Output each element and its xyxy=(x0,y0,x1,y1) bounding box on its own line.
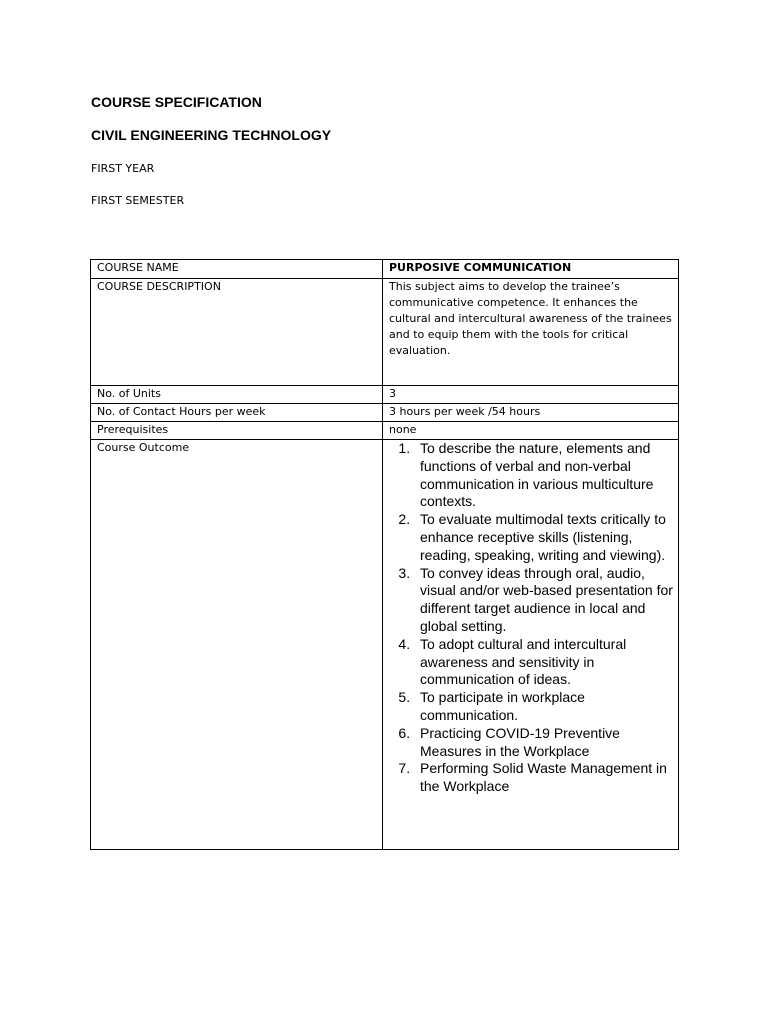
outcome-item: 1. To describe the nature, elements and functions of verbal and non-verbal communication in various multiculture contexts. xyxy=(414,440,674,511)
outcome-item: 5. To participate in workplace communication. xyxy=(414,689,674,725)
table-row-contact-hours xyxy=(91,404,679,422)
prerequisites-label: Prerequisites xyxy=(91,422,383,440)
table-row-units xyxy=(91,386,679,404)
outcome-item: 4. To adopt cultural and intercultural awareness and sensitivity in communication of ideas. xyxy=(414,636,674,689)
prerequisites-value: none xyxy=(383,422,679,440)
course-name-value: PURPOSIVE COMMUNICATION xyxy=(383,260,679,279)
document-title: COURSE SPECIFICATION xyxy=(91,94,262,110)
outcome-item: 3. To convey ideas through oral, audio, visual and/or web-based presentation for different target audience in local and global setting. xyxy=(414,565,674,636)
semester-label: FIRST SEMESTER xyxy=(91,194,185,207)
contact-hours-label: No. of Contact Hours per week xyxy=(91,404,383,422)
course-description-value: This subject aims to develop the trainee’s communicative competence. It enhances the cultural and intercultural awareness of the trainees and to equip them with the tools for critical evaluation. xyxy=(383,279,679,386)
outcome-item: 6. Practicing COVID-19 Preventive Measures in the Workplace xyxy=(414,725,674,761)
outcome-item: 2. To evaluate multimodal texts critically to enhance receptive skills (listening, reading, speaking, writing and viewing). xyxy=(414,511,674,564)
year-label: FIRST YEAR xyxy=(91,162,155,175)
course-outcome-list xyxy=(383,440,678,796)
course-spec-table xyxy=(90,259,679,850)
course-description-label: COURSE DESCRIPTION xyxy=(91,279,383,386)
contact-hours-value: 3 hours per week /54 hours xyxy=(383,404,679,422)
units-value: 3 xyxy=(383,386,679,404)
outcome-item: 7. Performing Solid Waste Management in the Workplace xyxy=(414,760,674,796)
table-row-course-name xyxy=(91,260,679,279)
course-outcome-label: Course Outcome xyxy=(91,440,383,850)
table-row-description xyxy=(91,279,679,386)
course-name-label: COURSE NAME xyxy=(91,260,383,279)
table-row-course-outcome xyxy=(91,440,679,850)
table-row-prerequisites xyxy=(91,422,679,440)
program-title: CIVIL ENGINEERING TECHNOLOGY xyxy=(91,127,332,143)
course-outcome-cell xyxy=(383,440,679,850)
units-label: No. of Units xyxy=(91,386,383,404)
